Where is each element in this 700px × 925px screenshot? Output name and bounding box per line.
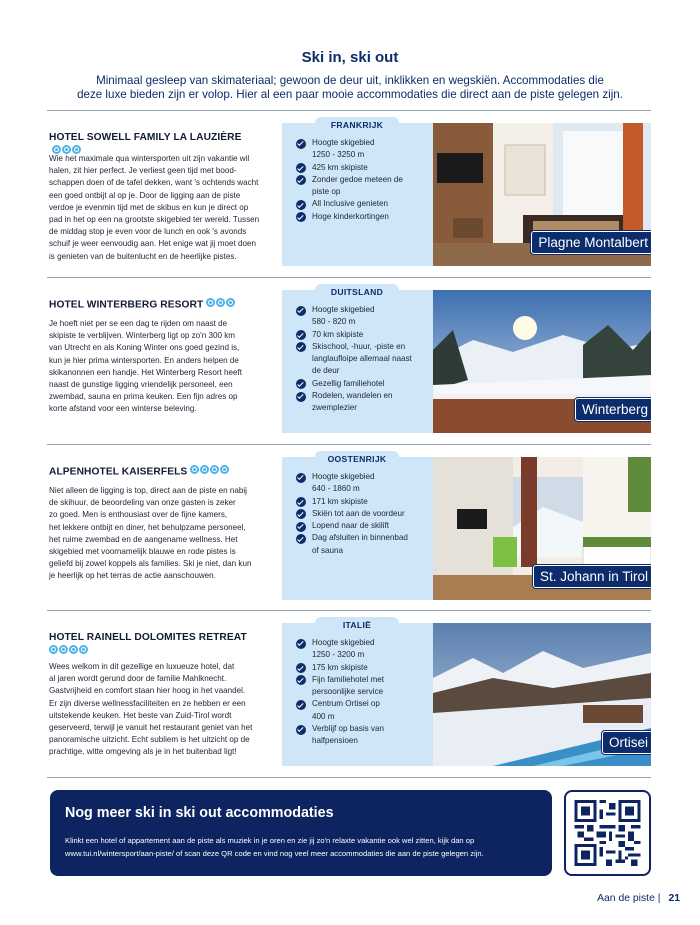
hotel-name: HOTEL RAINELL DOLOMITES RETREAT xyxy=(49,631,269,660)
hotel-photo xyxy=(433,123,651,266)
more-accommodations-banner xyxy=(50,790,552,876)
hotel-name: ALPENHOTEL KAISERFELS xyxy=(49,465,269,480)
check-icon xyxy=(296,139,306,149)
tui-rating-icon xyxy=(79,645,88,654)
hotel-description: Je hoeft niet per se een dag te rijden om naast de skipiste te verblijven. Winterberg ligt op zo'n 300 km van Utrecht en als Koning Winter ons goed gezind is, kun je hier prima wintersporten. En anders helpen de skikanonnen een handje. Het Winterberg Resort heeft naast de gunstige ligging vriendelijk personeel, een zwembad, sauna en prima keuken. Een fijn adres op korte afstand voor een winterse beleving. xyxy=(49,319,243,414)
check-icon xyxy=(296,163,306,173)
hotel-info-panel xyxy=(282,454,433,600)
feature-item: Lopend naar de skilift xyxy=(296,520,430,532)
check-icon xyxy=(296,212,306,222)
check-icon xyxy=(296,663,306,673)
check-icon xyxy=(296,392,306,402)
section-divider xyxy=(47,277,651,278)
hotel-description: Wees welkom in dit gezellige en luxueuze hotel, dat al jaren wordt gerund door de familie Mahlknecht. Gastvrijheid en comfort staan hier hoog in het vaandel. Er zijn diverse wellnessfaciliteiten en ze hebben er een uitstekende keuken. Het beste van Zuid-Tirol wordt geserveerd, terwijl je vanuit het restaurant geniet van het panoramische uitzicht. Echt subliem is het uitzicht op de prachtige, witte omgeving als je in het buitenbad ligt! xyxy=(49,662,253,757)
check-icon xyxy=(296,639,306,649)
page-title: Ski in, ski out xyxy=(301,49,399,66)
check-icon xyxy=(296,379,306,389)
hotel-description: Niet alleen de ligging is top, direct aan de piste en nabij de skihuur, de beoordeling van onze gasten is zeker zo goed. Men is enthousiast over de fijne kamers, het lekkere ontbijt en diner, het behulpzame personeel, het ruime zwembad en de aangename wellness. Het skigebied met voornamelijk blauwe en rode pistes is geliefd bij zowel koppels als families. Ski je niet, dan kun je heerlijk op het terras de actie aanschouwen. xyxy=(49,486,252,581)
tui-rating-icon xyxy=(49,645,58,654)
tui-rating-icon xyxy=(190,465,199,474)
check-icon xyxy=(296,534,306,544)
hotel-section xyxy=(47,287,651,433)
hotel-section xyxy=(47,620,651,766)
tui-rating-icon xyxy=(216,298,225,307)
country-label: DUITSLAND xyxy=(315,284,399,300)
feature-list xyxy=(296,137,430,223)
tui-rating-icon xyxy=(206,298,215,307)
country-label: OOSTENRIJK xyxy=(315,451,399,467)
tui-rating-icon xyxy=(200,465,209,474)
feature-item: Hoogte skigebied 1250 - 3200 m xyxy=(296,637,430,662)
feature-item: Centrum Ortisei op 400 m xyxy=(296,698,430,723)
feature-item: Hoge kinderkortingen xyxy=(296,211,430,223)
tui-rating-icon xyxy=(69,645,78,654)
feature-item: Fijn familiehotel met persoonlijke service xyxy=(296,674,430,699)
feature-item: Dag afsluiten in binnenbad of sauna xyxy=(296,532,430,557)
country-label: ITALIË xyxy=(315,617,399,633)
feature-item: Skiën tot aan de voordeur xyxy=(296,508,430,520)
hotel-section xyxy=(47,454,651,600)
check-icon xyxy=(296,725,306,735)
hotel-photo xyxy=(433,623,651,766)
hotel-info-panel xyxy=(282,287,433,433)
tui-rating-icon xyxy=(226,298,235,307)
feature-item: Hoogte skigebied 580 - 820 m xyxy=(296,304,430,329)
rating-icons xyxy=(49,645,89,659)
feature-item: Rodelen, wandelen en zwemplezier xyxy=(296,390,430,415)
check-icon xyxy=(296,497,306,507)
hotel-photo xyxy=(433,457,651,600)
section-divider xyxy=(47,610,651,611)
hotel-name: HOTEL WINTERBERG RESORT xyxy=(49,298,269,313)
feature-list xyxy=(296,637,430,748)
tui-rating-icon xyxy=(210,465,219,474)
feature-item: Hoogte skigebied 1250 - 3250 m xyxy=(296,137,430,162)
location-tag: Winterberg xyxy=(575,398,651,421)
check-icon xyxy=(296,306,306,316)
hotel-section xyxy=(47,120,651,266)
country-label: FRANKRIJK xyxy=(315,117,399,133)
section-divider xyxy=(47,444,651,445)
feature-item: 171 km skipiste xyxy=(296,496,430,508)
section-divider xyxy=(47,110,651,111)
check-icon xyxy=(296,522,306,532)
banner-title: Nog meer ski in ski out accommodaties xyxy=(65,805,334,821)
feature-item: 70 km skipiste xyxy=(296,329,430,341)
feature-item: 425 km skipiste xyxy=(296,162,430,174)
hotel-photo xyxy=(433,290,651,433)
footer-section: Aan de piste | xyxy=(597,893,661,904)
intro-line: Minimaal gesleep van skimateriaal; gewoon de deur uit, inklikken en wegskiën. Accommodaties die xyxy=(96,74,604,87)
check-icon xyxy=(296,342,306,352)
hotel-info-panel xyxy=(282,120,433,266)
check-icon xyxy=(296,675,306,685)
tui-rating-icon xyxy=(59,645,68,654)
feature-item: Gezellig familiehotel xyxy=(296,378,430,390)
hotel-info-panel xyxy=(282,620,433,766)
intro-line: deze luxe bieden zijn er volop. Hier al een paar mooie accommodaties die direct aan de piste gelegen zijn. xyxy=(77,88,623,101)
feature-list xyxy=(296,471,430,557)
location-tag: St. Johann in Tirol xyxy=(533,565,651,588)
check-icon xyxy=(296,175,306,185)
feature-item: Hoogte skigebied 640 - 1860 m xyxy=(296,471,430,496)
banner-text: Klinkt een hotel of appartement aan de piste als muziek in je oren en zie jij zo'n relaxte vakantie ook wel zitten, kijk dan op www.tui.nl/wintersport/aan-piste/ of scan deze QR code en vind nog veel meer accommodaties die aan de piste gelegen zijn. xyxy=(65,836,484,858)
qr-code[interactable] xyxy=(564,790,651,876)
rating-icons xyxy=(206,298,236,312)
hotel-description: Wie het maximale qua wintersporten uit zijn vakantie wil halen, zit hier perfect. Je verliest geen tijd met bood- schappen doen of de tafel dekken, want 's ochtends wacht een goed ontbijt al op je. Door de ligging aan de piste verdoe je evenmin tijd met de skibus en kun je direct op pad in het op een na grootste skigebied ter wereld. Tussen de middag stop je even voor de lunch en ook 's avonds schuif je weer eenvoudig aan. Het enige wat jij moet doen is genieten van de buitenlucht en de heerlijke pistes. xyxy=(49,154,260,261)
page-footer xyxy=(597,893,680,904)
rating-icons xyxy=(190,465,230,479)
tui-rating-icon xyxy=(220,465,229,474)
feature-list xyxy=(296,304,430,415)
feature-item: Zonder gedoe meteen de piste op xyxy=(296,174,430,199)
qr-code-icon xyxy=(574,800,641,866)
feature-item: Skischool, -huur, -piste en langlaufloipe allemaal naast de deur xyxy=(296,341,430,378)
location-tag: Plagne Montalbert xyxy=(531,231,651,254)
page-number: 21 xyxy=(668,893,680,904)
check-icon xyxy=(296,509,306,519)
feature-item: All Inclusive genieten xyxy=(296,198,430,210)
hotel-name: HOTEL SOWELL FAMILY LA LAUZIÈRE xyxy=(49,131,269,160)
check-icon xyxy=(296,200,306,210)
location-tag: Ortisei xyxy=(602,731,651,754)
section-divider xyxy=(47,777,651,778)
feature-item: Verblijf op basis van halfpensioen xyxy=(296,723,430,748)
page-intro xyxy=(70,74,630,102)
check-icon xyxy=(296,330,306,340)
feature-item: 175 km skipiste xyxy=(296,662,430,674)
check-icon xyxy=(296,473,306,483)
check-icon xyxy=(296,700,306,710)
